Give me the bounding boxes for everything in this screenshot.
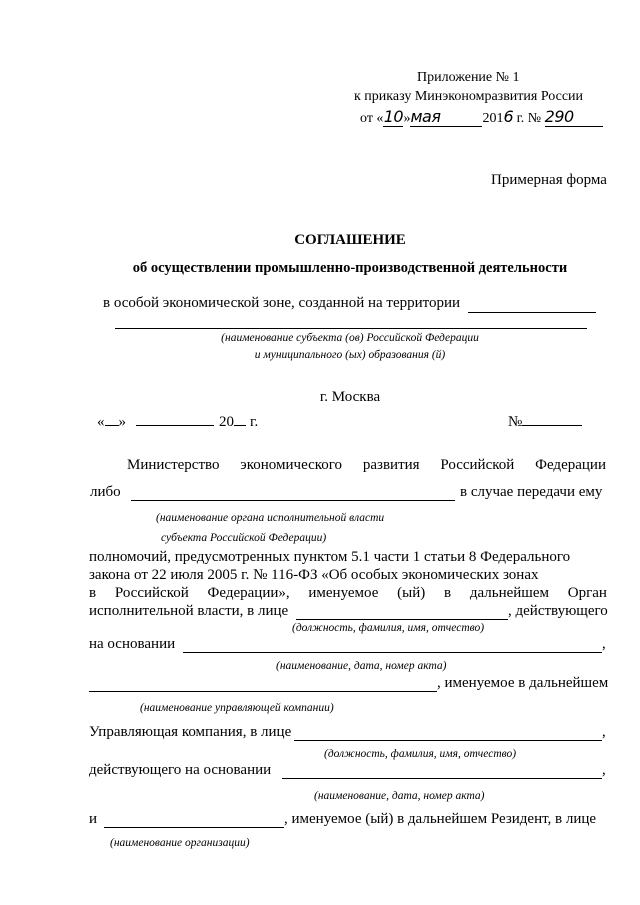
- handwritten-year-digit: 6: [503, 107, 514, 126]
- paragraph-line-2: закона от 22 июля 2005 г. № 116-ФЗ «Об особых экономических зонах: [89, 567, 539, 583]
- mc-person-label: Управляющая компания, в лице: [89, 724, 292, 740]
- appendix-order-line: к приказу Минэкономразвития России: [354, 89, 584, 104]
- form-type: Примерная форма: [491, 172, 607, 188]
- paragraph-line-3: [89, 585, 607, 602]
- ministry-word: Федерации: [535, 457, 606, 473]
- paragraph-line-4a: исполнительной власти, в лице: [89, 603, 289, 619]
- caption-person-1: (должность, фамилия, имя, отчество): [292, 622, 485, 634]
- document-title: СОГЛАШЕНИЕ: [294, 232, 406, 248]
- executive-body-blank[interactable]: [131, 500, 455, 501]
- basis-act-blank[interactable]: [183, 652, 602, 653]
- transfer-label: в случае передачи ему: [460, 484, 603, 500]
- year-blank[interactable]: [234, 425, 246, 426]
- year-suffix: г.: [250, 414, 259, 430]
- day-blank[interactable]: [105, 425, 119, 426]
- caption-company: (наименование управляющей компании): [140, 702, 334, 714]
- ministry-word: Российской: [440, 457, 515, 473]
- paragraph-word: Орган: [567, 585, 607, 601]
- date-open-quote: «: [97, 414, 105, 430]
- ministry-word: Министерство: [127, 457, 220, 473]
- paragraph-word: именуемое: [308, 585, 379, 601]
- ministry-word: экономического: [240, 457, 343, 473]
- acting-basis-comma: ,: [602, 762, 606, 778]
- date-close-quote: »: [118, 414, 126, 430]
- management-company-blank[interactable]: [89, 691, 437, 692]
- paragraph-word: Федерации»,: [207, 585, 290, 601]
- caption-subject-2: и муниципального (ых) образования (й): [254, 349, 446, 361]
- basis-label: на основании: [89, 636, 176, 652]
- caption-act-1: (наименование, дата, номер акта): [276, 660, 447, 672]
- year-prefix: 20: [219, 414, 234, 430]
- either-label: либо: [90, 484, 121, 500]
- month-blank[interactable]: [136, 425, 214, 426]
- caption-person-2: (должность, фамилия, имя, отчество): [324, 748, 517, 760]
- ministry-line: [127, 457, 606, 474]
- number-prefix: г. №: [516, 111, 542, 126]
- caption-organization: (наименование организации): [110, 837, 250, 849]
- caption-body-1: (наименование органа исполнительной власти: [156, 512, 385, 524]
- city: г. Москва: [319, 389, 381, 405]
- paragraph-word: в: [443, 585, 452, 601]
- year-start: 201: [482, 111, 504, 126]
- basis-comma: ,: [602, 636, 606, 652]
- mc-person-comma: ,: [602, 724, 606, 740]
- date-prefix: от «: [360, 111, 384, 126]
- appendix-title: Приложение № 1: [417, 70, 520, 85]
- paragraph-word: в: [89, 585, 97, 601]
- agreement-number: [508, 414, 582, 431]
- paragraph-word: Российской: [114, 585, 189, 601]
- and-label: и: [89, 811, 98, 827]
- mc-person-blank[interactable]: [294, 740, 602, 741]
- territory-blank[interactable]: [468, 312, 596, 313]
- paragraph-line-4b: , действующего: [508, 603, 608, 619]
- named-further-label: , именуемое в дальнейшем: [437, 675, 609, 691]
- document-subtitle: об осуществлении промышленно-производственной деятельности: [132, 260, 568, 276]
- zone-line: в особой экономической зоне, созданной на территории: [103, 295, 461, 311]
- paragraph-line-1: полномочий, предусмотренных пунктом 5.1 части 1 статьи 8 Федерального: [89, 549, 571, 565]
- paragraph-word: (ый): [397, 585, 426, 601]
- date-quote-close: »: [403, 111, 411, 126]
- appendix-date-line: [360, 107, 603, 127]
- agreement-date: [97, 414, 258, 431]
- acting-basis-blank[interactable]: [282, 778, 602, 779]
- official-person-blank[interactable]: [296, 619, 508, 620]
- caption-body-2: субъекта Российской Федерации): [161, 532, 327, 544]
- caption-act-2: (наименование, дата, номер акта): [314, 790, 485, 802]
- number-sign: №: [508, 414, 523, 430]
- ministry-word: развития: [362, 457, 420, 473]
- caption-subject-1: (наименование субъекта (ов) Российской Федерации: [221, 332, 479, 344]
- number-blank[interactable]: [522, 425, 582, 426]
- handwritten-day: 10: [383, 107, 404, 126]
- acting-basis-label: действующего на основании: [89, 762, 272, 778]
- paragraph-word: дальнейшем: [469, 585, 549, 601]
- handwritten-month: мая: [410, 107, 482, 127]
- territory-blank-2[interactable]: [115, 328, 587, 329]
- handwritten-number: 290: [545, 107, 603, 127]
- resident-label: , именуемое (ый) в дальнейшем Резидент, в лице: [284, 811, 597, 827]
- organization-blank[interactable]: [104, 827, 284, 828]
